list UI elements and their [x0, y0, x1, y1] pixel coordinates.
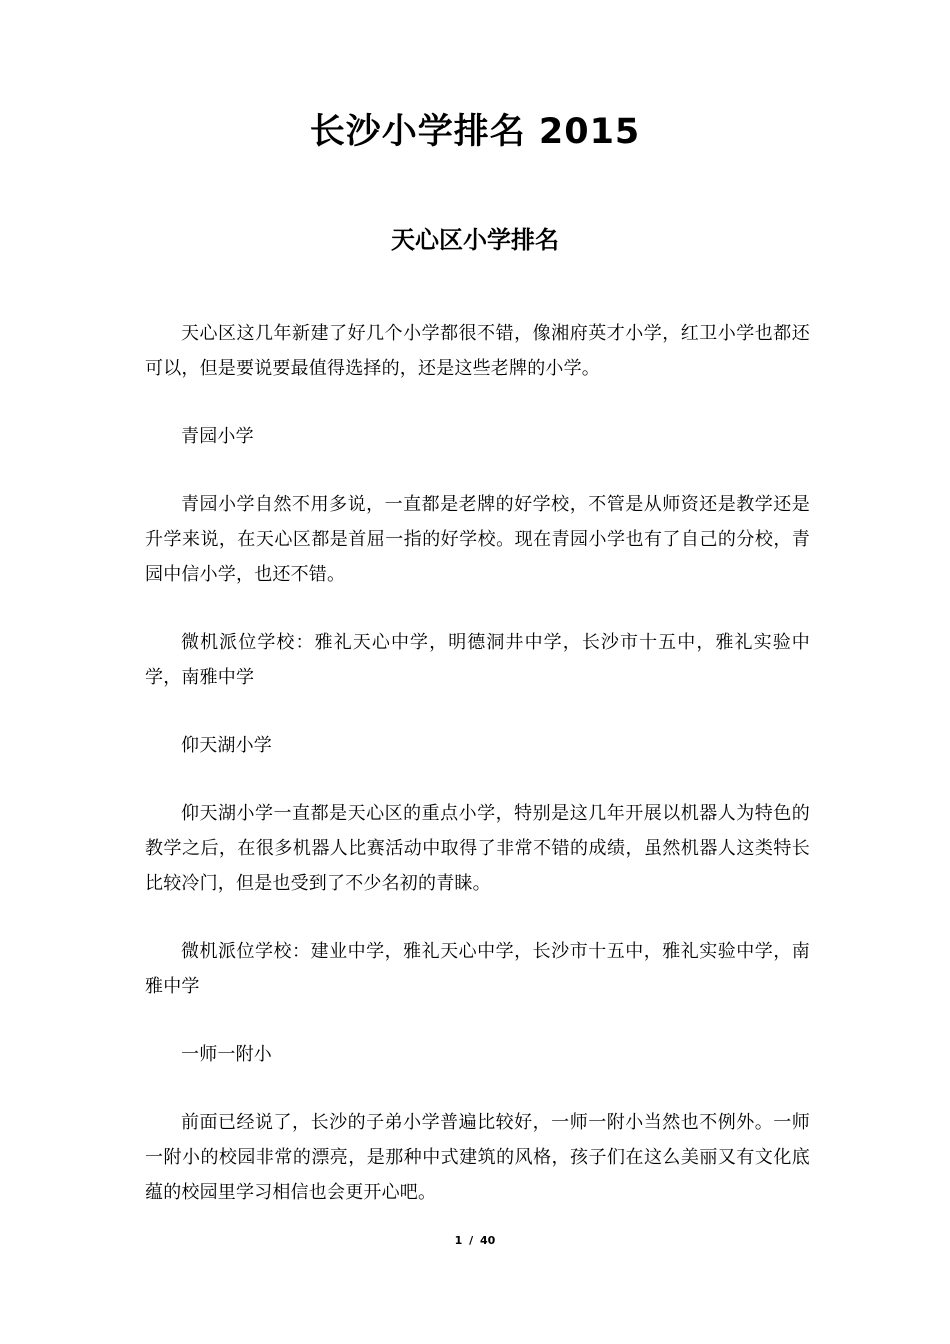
document-body [145, 316, 810, 1243]
paragraph: 微机派位学校：建业中学，雅礼天心中学，长沙市十五中，雅礼实验中学，南雅中学 [145, 941, 810, 997]
page-number: 1 / 40 [454, 1234, 496, 1247]
school-name-heading: 青园小学 [181, 426, 254, 447]
paragraph: 仰天湖小学一直都是天心区的重点小学，特别是这几年开展以机器人为特色的教学之后，在很多机器人比赛活动中取得了非常不错的成绩，虽然机器人这类特长比较冷门，但是也受到了不少名初的青睐。 [145, 803, 810, 894]
paragraph: 前面已经说了，长沙的子弟小学普遍比较好，一师一附小当然也不例外。一师一附小的校园非常的漂亮，是那种中式建筑的风格，孩子们在这么美丽又有文化底蕴的校园里学习相信也会更开心吧。 [145, 1112, 810, 1203]
school-name-heading: 一师一附小 [181, 1044, 272, 1065]
document-title: 长沙小学排名 2015 [309, 112, 641, 152]
paragraph: 天心区这几年新建了好几个小学都很不错，像湘府英才小学，红卫小学也都还可以，但是要说要最值得选择的，还是这些老牌的小学。 [145, 323, 810, 379]
school-name-heading: 仰天湖小学 [181, 735, 272, 756]
section-heading: 天心区小学排名 [391, 226, 559, 254]
paragraph: 青园小学自然不用多说，一直都是老牌的好学校，不管是从师资还是教学还是升学来说，在天心区都是首屈一指的好学校。现在青园小学也有了自己的分校，青园中信小学，也还不错。 [145, 494, 810, 585]
paragraph: 微机派位学校：雅礼天心中学，明德洞井中学，长沙市十五中，雅礼实验中学，南雅中学 [145, 632, 810, 688]
